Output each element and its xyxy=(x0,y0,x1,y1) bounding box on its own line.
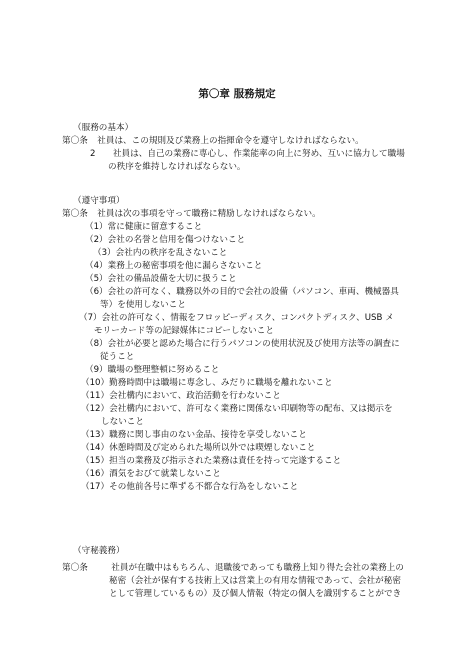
list-item-text: 休憩時間及び定められた場所以外では喫煙しないこと xyxy=(109,443,316,453)
compliance-list xyxy=(62,221,422,494)
list-item-continuation: 等）を使用しないこと xyxy=(100,300,186,310)
section-heading: （服務の基本） xyxy=(73,123,134,133)
article-continuation: 秘密（会社が保有する技術上又は営業上の有用な情報であって、会社が秘密 xyxy=(109,576,401,586)
list-item-number: （5） xyxy=(85,274,108,284)
list-item-number: （16） xyxy=(81,469,110,479)
list-item xyxy=(62,468,422,481)
list-item-continuation: しないこと xyxy=(101,417,144,427)
list-item-number: （6） xyxy=(85,287,108,297)
list-item-text: 会社の許可なく、職務以外の目的で会社の設備（パソコン、車両、機械器具 xyxy=(107,287,399,297)
list-item xyxy=(62,260,422,273)
article-label: 第〇条 xyxy=(62,136,88,146)
list-item-number: （2） xyxy=(85,235,108,245)
paragraph-text: 社員は、自己の業務に専心し、作業能率の向上に努め、互いに協力して職場 xyxy=(112,149,405,159)
list-item-text: 常に健康に留意すること xyxy=(107,222,203,232)
article-line xyxy=(62,562,422,575)
paragraph-2-continuation: の秩序を維持しなければならない。 xyxy=(108,162,246,172)
list-item xyxy=(62,221,422,234)
list-item-number: （17） xyxy=(81,482,110,492)
list-item-line xyxy=(85,273,422,286)
article-label: 第〇条 xyxy=(62,563,88,573)
paragraph-2 xyxy=(62,148,422,161)
list-item-line xyxy=(81,403,422,416)
list-item-line xyxy=(81,455,422,468)
list-item-line xyxy=(85,260,422,273)
list-item-number: （15） xyxy=(81,456,110,466)
section-basic-duties xyxy=(62,122,422,174)
section-heading: （守秘義務） xyxy=(73,546,125,556)
list-item xyxy=(62,429,422,442)
list-item-line xyxy=(79,312,422,325)
section-confidentiality xyxy=(62,545,422,601)
paragraph-number: 2 xyxy=(90,149,96,159)
chapter-title: 第〇章 服務規定 xyxy=(198,88,276,100)
list-item-text: 会社内の秩序を乱さないこと xyxy=(115,248,228,258)
list-item-line xyxy=(85,338,422,351)
list-item-text: 業務上の秘密事項を他に漏らさないこと xyxy=(107,261,263,271)
list-item-number: （10） xyxy=(81,378,110,388)
list-item-text: 職務に関し事由のない金品、接待を享受しないこと xyxy=(109,430,307,440)
list-item-continuation: 従うこと xyxy=(100,352,135,362)
list-item-text: 担当の業務及び指示された業務は責任を持って完遂すること xyxy=(109,456,342,466)
section-heading: （遵守事項） xyxy=(73,196,125,206)
list-item-number: （12） xyxy=(81,404,110,414)
list-item xyxy=(62,338,422,364)
list-item xyxy=(62,390,422,403)
list-item xyxy=(62,234,422,247)
article-continuation: として管理しているもの）及び個人情報（特定の個人を識別することができ xyxy=(109,589,402,599)
list-item-number: （8） xyxy=(85,339,108,349)
section-compliance xyxy=(62,195,422,494)
list-item xyxy=(62,481,422,494)
list-item-line xyxy=(81,377,422,390)
article-text: 社員は、この規則及び業務上の指揮命令を遵守しなければならない。 xyxy=(97,136,364,146)
list-item-line xyxy=(81,390,422,403)
list-item-text: 会社が必要と認めた場合に行うパソコンの使用状況及び使用方法等の調査に xyxy=(107,339,400,349)
list-item-line xyxy=(81,429,422,442)
list-item xyxy=(62,364,422,377)
list-item-line xyxy=(85,234,422,247)
list-item-line xyxy=(85,364,422,377)
article-line xyxy=(62,208,422,221)
list-item-number: （3） xyxy=(93,248,116,258)
list-item xyxy=(62,247,422,260)
list-item-line xyxy=(81,481,422,494)
list-item xyxy=(62,442,422,455)
article-text: 社員が在職中はもちろん、退職後であっても職務上知り得た会社の業務上の xyxy=(111,563,404,573)
list-item-line xyxy=(81,468,422,481)
list-item xyxy=(62,273,422,286)
list-item-text: 酒気をおびて就業しないこと xyxy=(109,469,221,479)
list-item-continuation: モリーカード等の記録媒体にコピーしないこと xyxy=(94,326,274,336)
list-item xyxy=(62,403,422,429)
list-item-text: 職場の整理整頓に努めること xyxy=(107,365,220,375)
list-item xyxy=(62,286,422,312)
list-item xyxy=(62,455,422,468)
list-item-text: 会社の名誉と信用を傷つけないこと xyxy=(107,235,246,245)
list-item-number: （7） xyxy=(79,313,102,323)
article-text: 社員は次の事項を守って職務に精励しなければならない。 xyxy=(97,209,321,219)
list-item-text: その他前各号に準ずる不都合な行為をしないこと xyxy=(109,482,299,492)
list-item-line xyxy=(81,442,422,455)
list-item-line xyxy=(85,221,422,234)
list-item-text: 会社の備品設備を大切に扱うこと xyxy=(107,274,237,284)
list-item xyxy=(62,377,422,390)
list-item-line xyxy=(85,286,422,299)
list-item-text: 会社の許可なく、情報をフロッピーディスク、コンパクトディスク、USB メ xyxy=(101,313,394,323)
list-item xyxy=(62,312,422,338)
list-item-number: （4） xyxy=(85,261,108,271)
article-basic-duties xyxy=(62,135,422,174)
list-item-text: 会社構内において、政治活動を行わないこと xyxy=(109,391,281,401)
list-item-number: （9） xyxy=(85,365,108,375)
article-label: 第〇条 xyxy=(62,209,88,219)
list-item-number: （14） xyxy=(81,443,110,453)
article-line xyxy=(62,135,422,148)
list-item-line xyxy=(93,247,422,260)
list-item-number: （13） xyxy=(81,430,110,440)
list-item-text: 会社構内において、許可なく業務に関係ない印刷物等の配布、又は掲示を xyxy=(109,404,393,414)
list-item-number: （1） xyxy=(85,222,108,232)
list-item-number: （11） xyxy=(81,391,110,401)
list-item-text: 勤務時間中は職場に専念し、みだりに職場を離れないこと xyxy=(109,378,333,388)
